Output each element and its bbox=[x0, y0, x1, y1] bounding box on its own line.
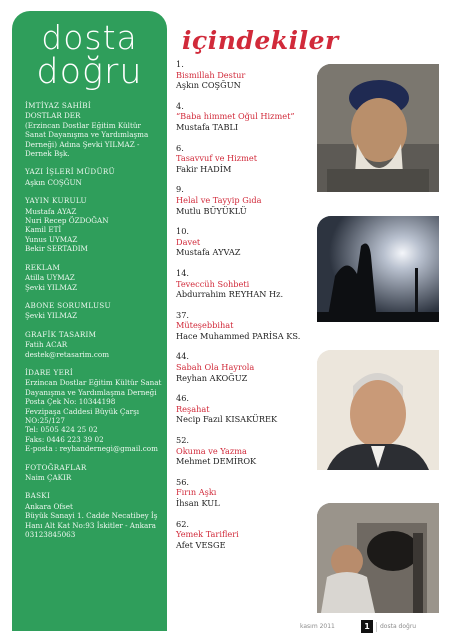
imprint-heading: İMTİYAZ SAHİBİ bbox=[25, 101, 92, 110]
imprint-line: Hanı Alt Kat No:93 İskitler - Ankara bbox=[25, 520, 156, 530]
toc-author: Abdurrahim REYHAN Hz. bbox=[176, 289, 284, 300]
imprint-heading: YAZI İŞLERİ MÜDÜRÜ bbox=[25, 167, 115, 177]
imprint-line: Dernek Bşk. bbox=[25, 149, 70, 159]
toc-entry[interactable] bbox=[176, 351, 304, 383]
toc-entry[interactable] bbox=[176, 184, 304, 216]
imprint-heading: FOTOĞRAFLAR bbox=[25, 462, 87, 472]
footer-divider bbox=[376, 622, 377, 632]
toc-author: Mutlu BÜYÜKLÜ bbox=[176, 205, 247, 216]
toc-entry[interactable] bbox=[176, 268, 304, 300]
toc-entry[interactable] bbox=[176, 59, 304, 91]
imprint-line: Kamil ETİ bbox=[25, 225, 62, 235]
imprint-line: Büyük Sanayi 1. Cadde Necatibey İş bbox=[25, 511, 158, 521]
toc-author: Mustafa AYVAZ bbox=[176, 247, 241, 258]
toc-article-title: Okuma ve Yazma bbox=[176, 445, 247, 456]
imprint-line: Mustafa AYAZ bbox=[25, 206, 77, 216]
toc-article-title: Müteşebbihat bbox=[176, 320, 234, 331]
toc-page-number: 62. bbox=[176, 518, 190, 529]
toc-page-number: 37. bbox=[176, 309, 190, 320]
photo-baker-oven bbox=[317, 503, 439, 613]
imprint-line: Derneği) Adına Şevki YILMAZ - bbox=[25, 139, 140, 149]
imprint-line: Fevzipaşa Caddesi Büyük Çarşı bbox=[25, 406, 140, 416]
imprint-heading: YAYIN KURULU bbox=[25, 196, 87, 206]
imprint-line: Fatih ACAR bbox=[25, 340, 68, 350]
toc-page-number: 46. bbox=[176, 393, 190, 404]
imprint-heading: REKLAM bbox=[25, 262, 61, 272]
imprint-line: Nuri Recep ÖZDOĞAN bbox=[25, 216, 109, 226]
imprint-line: Atilla UYMAZ bbox=[25, 273, 75, 283]
toc-list bbox=[176, 59, 304, 560]
masthead-line2: doğru bbox=[36, 52, 143, 92]
imprint-list bbox=[25, 101, 165, 548]
toc-title: içindekiler bbox=[182, 26, 339, 55]
toc-author: Necip Fazıl KISAKÜREK bbox=[176, 414, 278, 425]
toc-article-title: Tasavvuf ve Hizmet bbox=[176, 153, 257, 164]
photo-smiling-man bbox=[317, 350, 439, 470]
toc-page-number: 9. bbox=[176, 184, 184, 195]
imprint-heading: ABONE SORUMLUSU bbox=[25, 300, 111, 310]
toc-page-number: 56. bbox=[176, 476, 190, 487]
footer-magazine-name: dosta doğru bbox=[380, 623, 417, 630]
imprint-section bbox=[25, 368, 165, 454]
toc-article-title: Fırın Aşkı bbox=[176, 487, 217, 498]
imprint-section bbox=[25, 463, 165, 483]
toc-author: Afet VESGE bbox=[176, 539, 226, 550]
toc-entry[interactable] bbox=[176, 519, 304, 551]
toc-author: Reyhan AKOĞUZ bbox=[176, 372, 248, 383]
imprint-sidebar bbox=[12, 11, 167, 631]
imprint-line: Posta Çek No: 10344198 bbox=[25, 397, 116, 407]
page-footer bbox=[300, 620, 440, 634]
imprint-line: 03123845063 bbox=[25, 530, 76, 540]
imprint-heading: GRAFİK TASARIM bbox=[25, 329, 97, 339]
toc-page-number: 6. bbox=[176, 142, 184, 153]
toc-entry[interactable] bbox=[176, 435, 304, 467]
toc-author: Hace Muhammed PARİSA KS. bbox=[176, 330, 301, 341]
toc-article-title: Sabah Ola Hayrola bbox=[176, 362, 255, 373]
imprint-section bbox=[25, 301, 165, 321]
imprint-line: NO:25/127 bbox=[25, 415, 65, 425]
imprint-line: Sanat Dayanışma ve Yardımlaşma bbox=[25, 130, 149, 140]
imprint-line: DOSTLAR DER bbox=[25, 111, 81, 121]
imprint-line: Aşkın COŞĞUN bbox=[25, 177, 82, 187]
toc-page-number: 4. bbox=[176, 100, 184, 111]
toc-entry[interactable] bbox=[176, 310, 304, 342]
photo-elder-with-cap bbox=[317, 64, 439, 192]
toc-entry[interactable] bbox=[176, 143, 304, 175]
toc-page-number: 10. bbox=[176, 226, 190, 237]
imprint-line: Faks: 0446 223 39 02 bbox=[25, 434, 104, 444]
toc-author: İhsan KUL bbox=[176, 498, 220, 508]
imprint-line: Naim ÇAKIR bbox=[25, 473, 72, 482]
imprint-line: Bekir SERTADIM bbox=[25, 244, 88, 254]
toc-author: Fakir HADİM bbox=[176, 163, 232, 174]
toc-entry[interactable] bbox=[176, 101, 304, 133]
imprint-section bbox=[25, 330, 165, 359]
toc-entry[interactable] bbox=[176, 393, 304, 425]
toc-article-title: Reşahat bbox=[176, 403, 210, 414]
imprint-section bbox=[25, 491, 165, 539]
toc-author: Aşkın COŞĞUN bbox=[176, 80, 241, 91]
imprint-line: Yunus UYMAZ bbox=[25, 234, 78, 244]
issue-date: kasım 2011 bbox=[300, 623, 335, 630]
imprint-line: (Erzincan Dostlar Eğitim Kültür bbox=[25, 120, 141, 130]
imprint-section bbox=[25, 167, 165, 187]
toc-page-number: 52. bbox=[176, 435, 190, 446]
imprint-line: Erzincan Dostlar Eğitim Kültür Sanat bbox=[25, 378, 162, 388]
imprint-section bbox=[25, 101, 165, 158]
imprint-heading: BASKI bbox=[25, 491, 51, 501]
toc-article-title: Yemek Tarifleri bbox=[176, 529, 239, 540]
masthead-line1: dosta bbox=[41, 18, 138, 57]
toc-page-number: 1. bbox=[176, 59, 184, 69]
page-number: 1 bbox=[361, 620, 373, 633]
toc-article-title: Bismillah Destur bbox=[176, 69, 246, 80]
toc-article-title: Helal ve Tayyip Gıda bbox=[176, 194, 262, 205]
imprint-heading: İDARE YERİ bbox=[25, 367, 73, 377]
imprint-line: E-posta : reyhandernegi@gmail.com bbox=[25, 444, 158, 454]
toc-entry[interactable] bbox=[176, 226, 304, 258]
toc-author: Mehmet DEMİROK bbox=[176, 456, 257, 467]
toc-entry[interactable] bbox=[176, 477, 304, 509]
imprint-line: Tel: 0505 424 25 02 bbox=[25, 425, 98, 435]
imprint-line: destek@retasarim.com bbox=[25, 349, 110, 359]
imprint-line: Dayanışma ve Yardımlaşma Derneği bbox=[25, 387, 157, 397]
toc-author: Mustafa TABLI bbox=[176, 121, 239, 132]
imprint-section bbox=[25, 263, 165, 292]
photo-praying-silhouette bbox=[317, 216, 439, 322]
toc-article-title: “Baba himmet Oğul Hizmet” bbox=[176, 111, 295, 122]
toc-page-number: 44. bbox=[176, 351, 190, 362]
imprint-line: Şevki YILMAZ bbox=[25, 282, 78, 292]
toc-article-title: Davet bbox=[176, 236, 201, 247]
imprint-line: Ankara Ofset bbox=[25, 501, 73, 511]
imprint-section bbox=[25, 196, 165, 253]
masthead-logo bbox=[12, 18, 167, 92]
toc-page-number: 14. bbox=[176, 267, 190, 278]
toc-article-title: Teveccüh Sohbeti bbox=[176, 278, 250, 289]
imprint-line: Şevki YILMAZ bbox=[25, 311, 78, 321]
